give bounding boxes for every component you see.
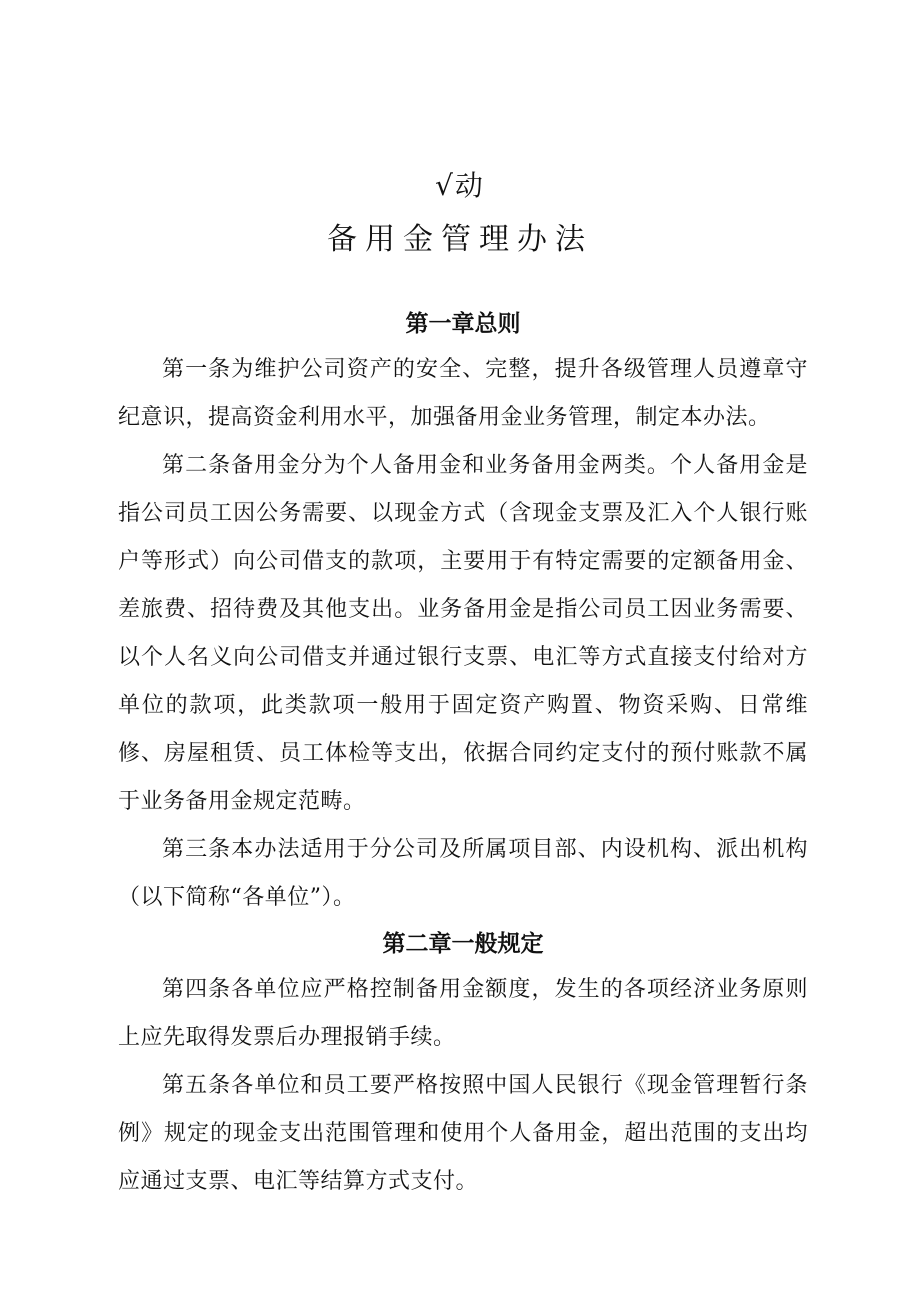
article-paragraph: 第一条为维护公司资产的安全、完整，提升各级管理人员遵章守纪意识，提高资金利用水平，加强备用金业务管理，制定本办法。 [118,357,808,430]
article-paragraph: 第五条各单位和员工要严格按照中国人民银行《现金管理暂行条例》规定的现金支出范围管理和使用个人备用金，超出范围的支出均应通过支票、电汇等结算方式支付。 [118,1073,808,1194]
document-body [118,302,808,1206]
article-paragraph: 第三条本办法适用于分公司及所属项目部、内设机构、派出机构（以下简称“各单位”）。 [118,837,808,910]
document-title: 备用金管理办法 [327,222,593,257]
header-mark: √动 [435,169,485,202]
article-paragraph: 第二条备用金分为个人备用金和业务备用金两类。个人备用金是指公司员工因公务需要、以现金方式（含现金支票及汇入个人银行账户等形式）向公司借支的款项，主要用于有特定需要的定额备用金、差旅费、招待费及其他支出。业务备用金是指公司员工因业务需要、以个人名义向公司借支并通过银行支票、电汇等方式直接支付给对方单位的款项，此类款项一般用于固定资产购置、物资采购、日常维修、房屋租赁、员工体检等支出，依据合同约定支付的预付账款不属于业务备用金规定范畴。 [118,453,808,814]
chapter-heading: 第二章一般规定 [382,931,544,957]
chapter-heading: 第一章总则 [405,311,521,337]
article-paragraph: 第四条各单位应严格控制备用金额度，发生的各项经济业务原则上应先取得发票后办理报销手续。 [118,977,808,1050]
